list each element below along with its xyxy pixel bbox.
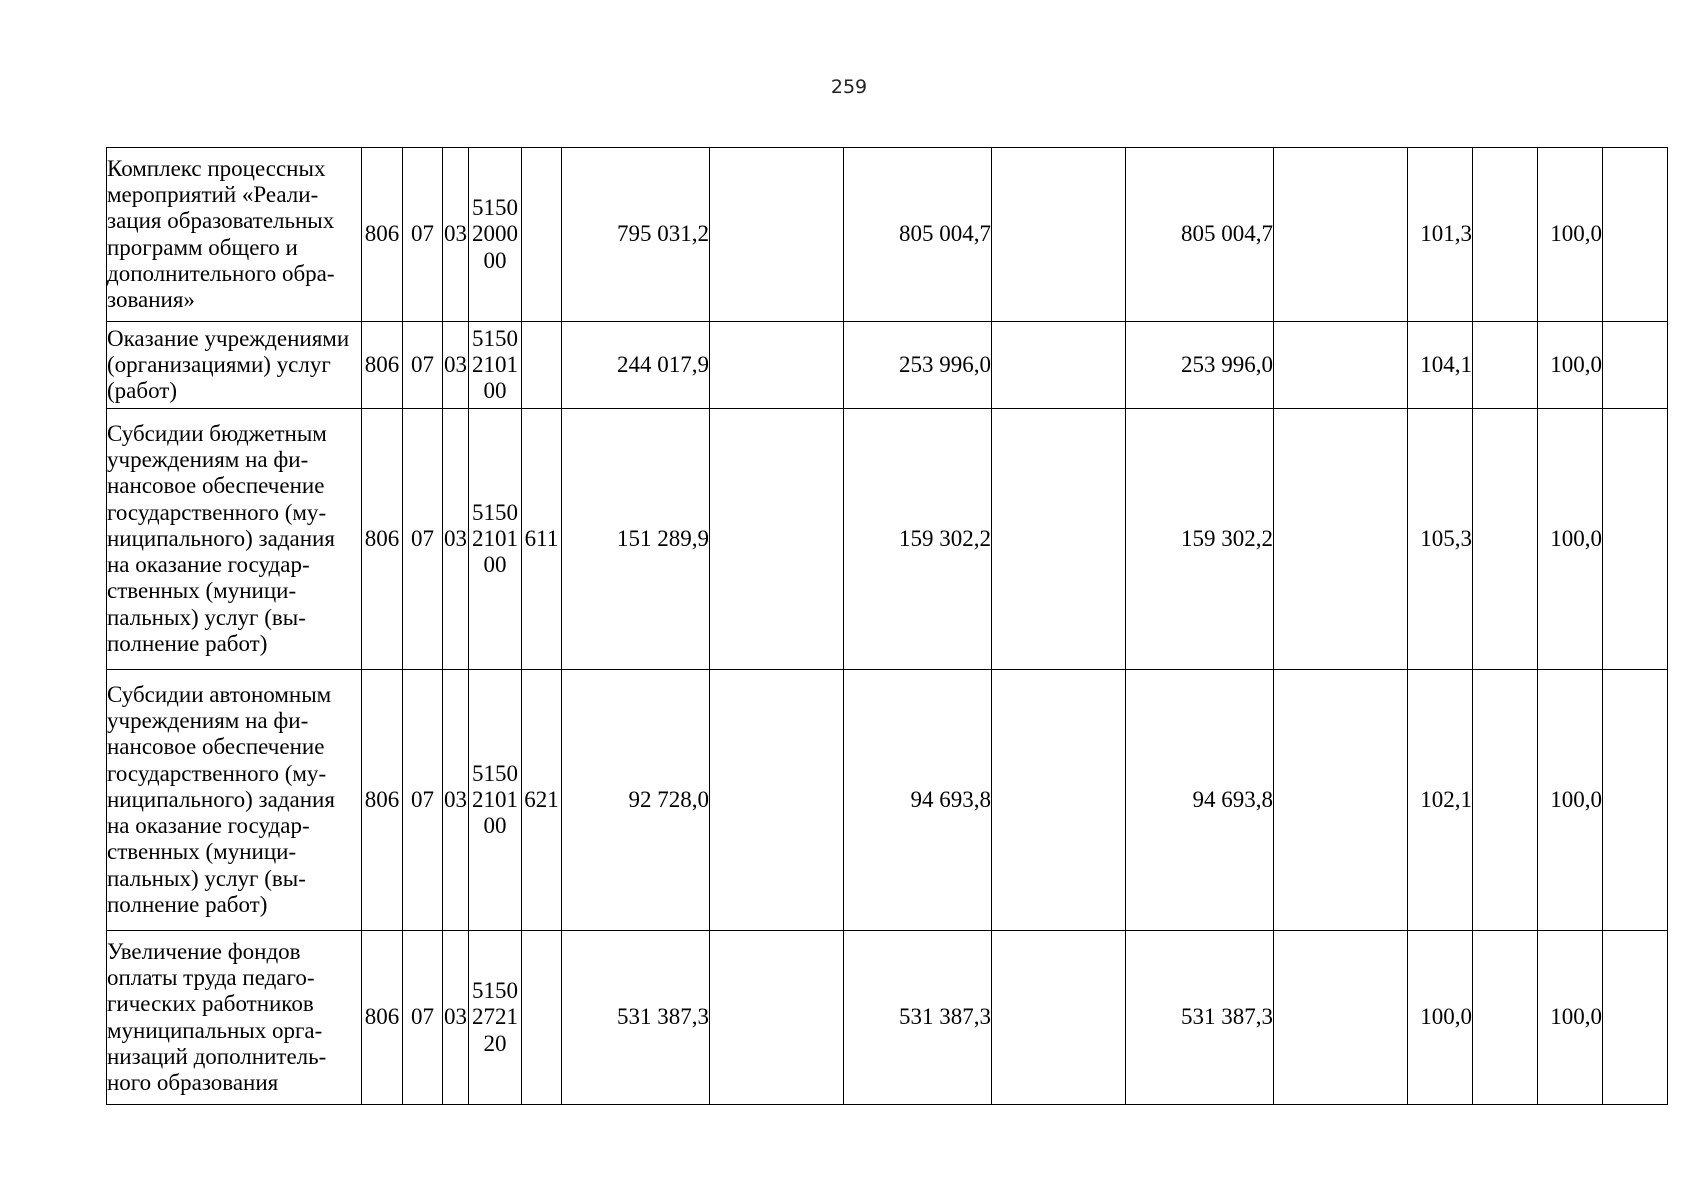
empty-cell bbox=[1473, 931, 1538, 1105]
empty-cell bbox=[1603, 409, 1668, 670]
empty-cell bbox=[1603, 931, 1668, 1105]
expense-type-code bbox=[522, 931, 562, 1105]
percent-cell: 100,0 bbox=[1538, 931, 1603, 1105]
target-article-part: 00 bbox=[483, 247, 507, 273]
empty-cell bbox=[992, 409, 1126, 670]
empty-cell bbox=[1274, 148, 1408, 322]
amount-cell: 531 387,3 bbox=[562, 931, 710, 1105]
amount-cell: 531 387,3 bbox=[844, 931, 992, 1105]
target-article-part: 2101 bbox=[472, 525, 518, 551]
section-code: 07 bbox=[403, 409, 443, 670]
row-name: Комплекс процессных мероприятий «Реализация образовательных программ общего и дополнительного образования» bbox=[107, 148, 362, 322]
target-article-part: 00 bbox=[483, 813, 507, 839]
empty-cell bbox=[710, 409, 844, 670]
grbs-code: 806 bbox=[362, 409, 403, 670]
subsection-code: 03 bbox=[443, 931, 469, 1105]
amount-cell: 94 693,8 bbox=[844, 670, 992, 931]
amount-cell: 253 996,0 bbox=[844, 322, 992, 409]
amount-cell: 159 302,2 bbox=[1126, 409, 1274, 670]
percent-cell: 100,0 bbox=[1538, 409, 1603, 670]
empty-cell bbox=[1274, 409, 1408, 670]
table-row bbox=[107, 148, 1668, 322]
empty-cell bbox=[1274, 931, 1408, 1105]
target-article-code bbox=[469, 409, 522, 670]
table-row bbox=[107, 931, 1668, 1105]
subsection-code: 03 bbox=[443, 322, 469, 409]
amount-cell: 92 728,0 bbox=[562, 670, 710, 931]
empty-cell bbox=[992, 148, 1126, 322]
empty-cell bbox=[992, 670, 1126, 931]
row-name: Субсидии автономным учреждениям на финансовое обеспечение государственного (муниципального) задания на оказание государственных (муниципальных) услуг (выполнение работ) bbox=[107, 670, 362, 931]
section-code: 07 bbox=[403, 322, 443, 409]
section-code: 07 bbox=[403, 148, 443, 322]
percent-cell: 102,1 bbox=[1408, 670, 1473, 931]
percent-cell: 100,0 bbox=[1538, 670, 1603, 931]
table-row bbox=[107, 322, 1668, 409]
target-article-part: 20 bbox=[483, 1030, 507, 1056]
target-article-part: 5150 bbox=[472, 499, 518, 525]
row-name: Увеличение фондов оплаты труда педагогических работников муниципальных организаций дополнительного образования bbox=[107, 931, 362, 1105]
target-article-part: 5150 bbox=[472, 760, 518, 786]
amount-cell: 151 289,9 bbox=[562, 409, 710, 670]
percent-cell: 100,0 bbox=[1538, 148, 1603, 322]
target-article-part: 2721 bbox=[472, 1004, 518, 1030]
target-article-part: 2000 bbox=[472, 221, 518, 247]
empty-cell bbox=[1473, 148, 1538, 322]
grbs-code: 806 bbox=[362, 670, 403, 931]
grbs-code: 806 bbox=[362, 148, 403, 322]
target-article-part: 00 bbox=[483, 552, 507, 578]
expense-type-code bbox=[522, 148, 562, 322]
percent-cell: 101,3 bbox=[1408, 148, 1473, 322]
row-name: Субсидии бюджетным учреждениям на финансовое обеспечение государственного (муниципального) задания на оказание государственных (муниципальных) услуг (выполнение работ) bbox=[107, 409, 362, 670]
target-article-code bbox=[469, 670, 522, 931]
expense-type-code bbox=[522, 322, 562, 409]
empty-cell bbox=[710, 148, 844, 322]
percent-cell: 104,1 bbox=[1408, 322, 1473, 409]
amount-cell: 94 693,8 bbox=[1126, 670, 1274, 931]
empty-cell bbox=[992, 931, 1126, 1105]
amount-cell: 244 017,9 bbox=[562, 322, 710, 409]
empty-cell bbox=[1603, 322, 1668, 409]
empty-cell bbox=[1473, 322, 1538, 409]
percent-cell: 105,3 bbox=[1408, 409, 1473, 670]
amount-cell: 159 302,2 bbox=[844, 409, 992, 670]
target-article-code bbox=[469, 931, 522, 1105]
budget-table bbox=[106, 147, 1668, 1105]
empty-cell bbox=[1603, 670, 1668, 931]
empty-cell bbox=[710, 931, 844, 1105]
section-code: 07 bbox=[403, 931, 443, 1105]
empty-cell bbox=[992, 322, 1126, 409]
target-article-part: 5150 bbox=[472, 978, 518, 1004]
page-number: 259 bbox=[830, 76, 868, 98]
empty-cell bbox=[1274, 322, 1408, 409]
percent-cell: 100,0 bbox=[1538, 322, 1603, 409]
empty-cell bbox=[1473, 670, 1538, 931]
expense-type-code: 611 bbox=[522, 409, 562, 670]
empty-cell bbox=[1603, 148, 1668, 322]
table-row bbox=[107, 670, 1668, 931]
empty-cell bbox=[1473, 409, 1538, 670]
target-article-part: 5150 bbox=[472, 325, 518, 351]
row-name: Оказание учреждениями (организациями) услуг (работ) bbox=[107, 322, 362, 409]
target-article-code bbox=[469, 148, 522, 322]
amount-cell: 253 996,0 bbox=[1126, 322, 1274, 409]
target-article-part: 5150 bbox=[472, 195, 518, 221]
expense-type-code: 621 bbox=[522, 670, 562, 931]
empty-cell bbox=[710, 670, 844, 931]
amount-cell: 805 004,7 bbox=[1126, 148, 1274, 322]
target-article-part: 00 bbox=[483, 378, 507, 404]
amount-cell: 805 004,7 bbox=[844, 148, 992, 322]
amount-cell: 531 387,3 bbox=[1126, 931, 1274, 1105]
target-article-part: 2101 bbox=[472, 786, 518, 812]
subsection-code: 03 bbox=[443, 409, 469, 670]
target-article-code bbox=[469, 322, 522, 409]
amount-cell: 795 031,2 bbox=[562, 148, 710, 322]
subsection-code: 03 bbox=[443, 670, 469, 931]
subsection-code: 03 bbox=[443, 148, 469, 322]
empty-cell bbox=[1274, 670, 1408, 931]
target-article-part: 2101 bbox=[472, 351, 518, 377]
grbs-code: 806 bbox=[362, 322, 403, 409]
percent-cell: 100,0 bbox=[1408, 931, 1473, 1105]
table-row bbox=[107, 409, 1668, 670]
empty-cell bbox=[710, 322, 844, 409]
section-code: 07 bbox=[403, 670, 443, 931]
grbs-code: 806 bbox=[362, 931, 403, 1105]
